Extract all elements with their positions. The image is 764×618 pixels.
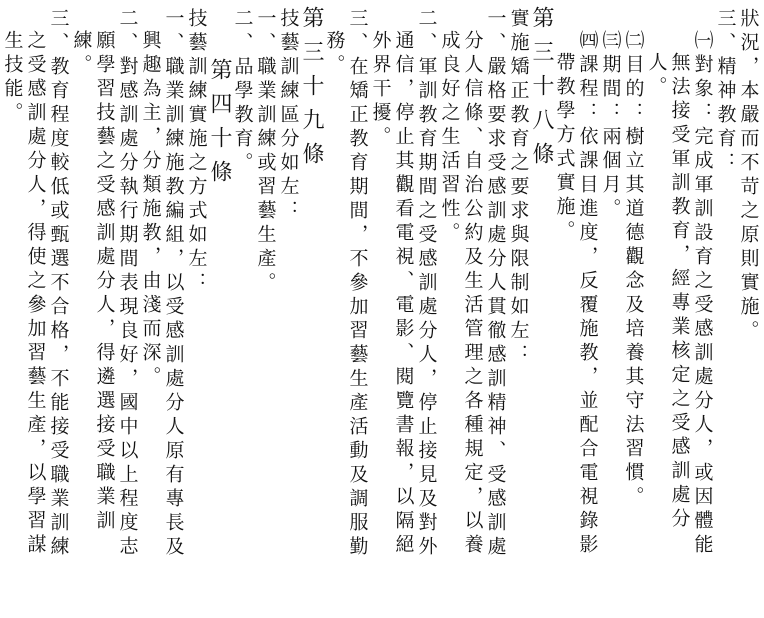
text-column: 一、職業訓練或習藝生產。	[254, 8, 277, 296]
text-column: 帶教學方式實施。	[553, 52, 576, 244]
text-column: 二、軍訓教育期間之受感訓處分人，停止接見及對外	[415, 8, 438, 560]
text-column: 三、在矯正教育期間，不參加習藝生產活動及調服勤	[346, 8, 369, 560]
text-column: 願學習技藝之受感訓處分人，得遴選接受職業訓	[93, 30, 116, 534]
text-column: 務。	[323, 30, 346, 78]
text-column: 通信，停止其觀看電視、電影、閱覽書報，以隔絕	[392, 30, 415, 558]
text-column: 分人信條、自治公約及生活管理之各種規定，以養	[461, 30, 484, 558]
article-heading: 第三十九條	[299, 6, 324, 176]
text-column: 二、品學教育。	[231, 8, 254, 176]
text-column: 三、教育程度較低或甄選不合格，不能接受職業訓練	[47, 8, 70, 560]
text-column: 三、精神教育：	[714, 8, 737, 176]
text-column: ㈣課程：依課目進度，反覆施教，並配合電視錄影	[576, 30, 599, 558]
text-column: 實施矯正教育之要求與限制如左：	[507, 8, 530, 368]
text-column: 人。	[645, 52, 668, 100]
text-column: 技藝訓練實施之方式如左：	[185, 8, 208, 296]
text-column: ㈠對象：完成軍訓設育之受感訓處分人，或因體能	[691, 30, 714, 558]
article-heading: 第四十條	[207, 58, 232, 194]
text-column: 無法接受軍訓教育，經專業核定之受感訓處分	[668, 52, 691, 532]
article-heading: 第三十八條	[529, 6, 554, 176]
text-column: 外界干擾。	[369, 30, 392, 150]
text-column: 一、職業訓練施教編組，以受感訓處分人原有專長及	[162, 8, 185, 560]
text-column: ㈡目的：樹立其道德觀念及培養其守法習慣。	[622, 30, 645, 510]
text-column: 二、對感訓處分執行期間表現良好，國中以上程度志	[116, 8, 139, 560]
text-column: 興趣為主，分類施教，由淺而深。	[139, 30, 162, 390]
text-column: 技藝訓練區分如左：	[277, 8, 300, 224]
text-column: 成良好之生活習性。	[438, 30, 461, 246]
text-column: 生技能。	[1, 30, 24, 126]
text-column: ㈢期間：兩個月。	[599, 30, 622, 222]
text-column: 之受感訓處分人，得使之參加習藝生產，以學習謀	[24, 30, 47, 558]
text-column: 練。	[70, 30, 93, 78]
text-column: 一、嚴格要求受感訓處分人貫徹感訓精神、受感訓處	[484, 8, 507, 560]
text-column: 狀況，本嚴而不苛之原則實施。	[737, 8, 760, 344]
